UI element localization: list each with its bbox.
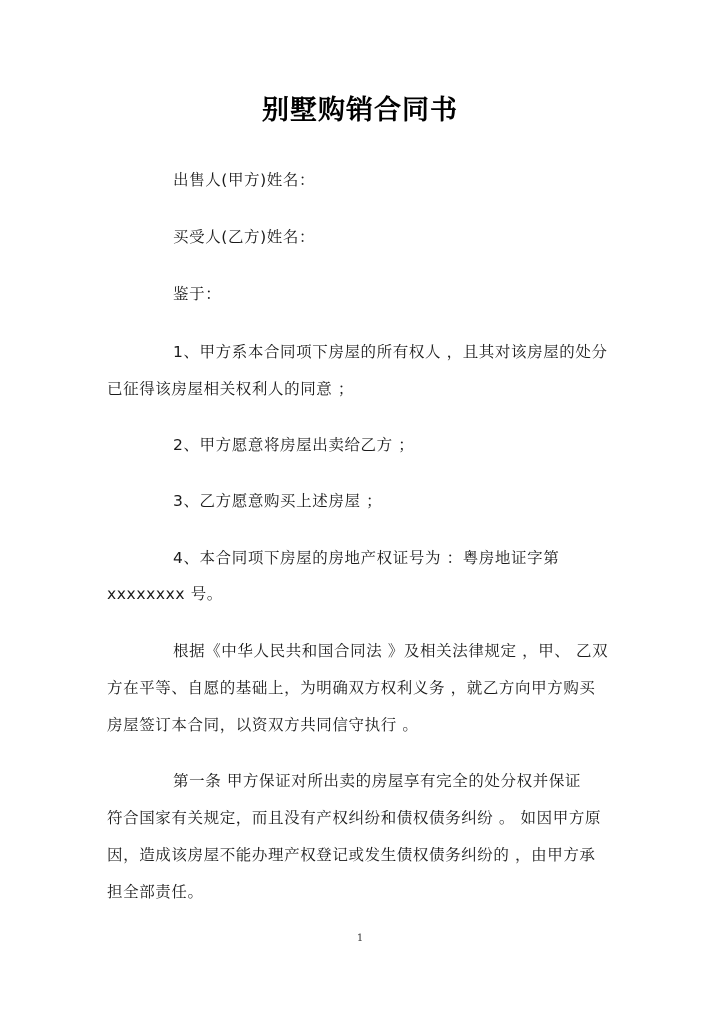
page-number: 1 — [356, 933, 364, 944]
basis-paragraph-line-1: 根据《中华人民共和国合同法 》及相关法律规定 ，甲、 乙双 — [173, 642, 609, 660]
clause-3: 3、乙方愿意购买上述房屋 ； — [173, 492, 383, 510]
basis-paragraph-line-3: 房屋签订本合同，以资双方共同信守执行 。 — [107, 716, 419, 734]
article-one-line-2: 符合国家有关规定，而且没有产权纠纷和债权债务纠纷 。 如因甲方原 — [107, 809, 602, 827]
article-one-line-3: 因，造成该房屋不能办理产权登记或发生债权债务纠纷的 ，由甲方承 — [107, 846, 596, 864]
article-one-line-4: 担全部责任。 — [107, 883, 204, 901]
clause-4-line-1: 4、本合同项下房屋的房地产权证号为 ：粤房地证字第 — [173, 549, 560, 567]
clause-1-line-1: 1、甲方系本合同项下房屋的所有权人 ，且其对该房屋的处分 — [173, 343, 608, 361]
article-one-line-1: 第一条 甲方保证对所出卖的房屋享有完全的处分权并保证 — [173, 772, 582, 790]
document-title: 别墅购销合同书 — [262, 95, 458, 126]
clause-4-line-2: xxxxxxxx 号。 — [107, 585, 223, 603]
seller-name-label: 出售人(甲方)姓名： — [173, 171, 316, 189]
clause-2: 2、甲方愿意将房屋出卖给乙方 ； — [173, 436, 415, 454]
clause-1-line-2: 已征得该房屋相关权利人的同意 ； — [107, 380, 355, 398]
buyer-name-label: 买受人(乙方)姓名： — [173, 228, 316, 246]
whereas-heading: 鉴于： — [173, 285, 222, 303]
basis-paragraph-line-2: 方在平等、自愿的基础上，为明确双方权利义务 ，就乙方向甲方购买 — [107, 679, 596, 697]
